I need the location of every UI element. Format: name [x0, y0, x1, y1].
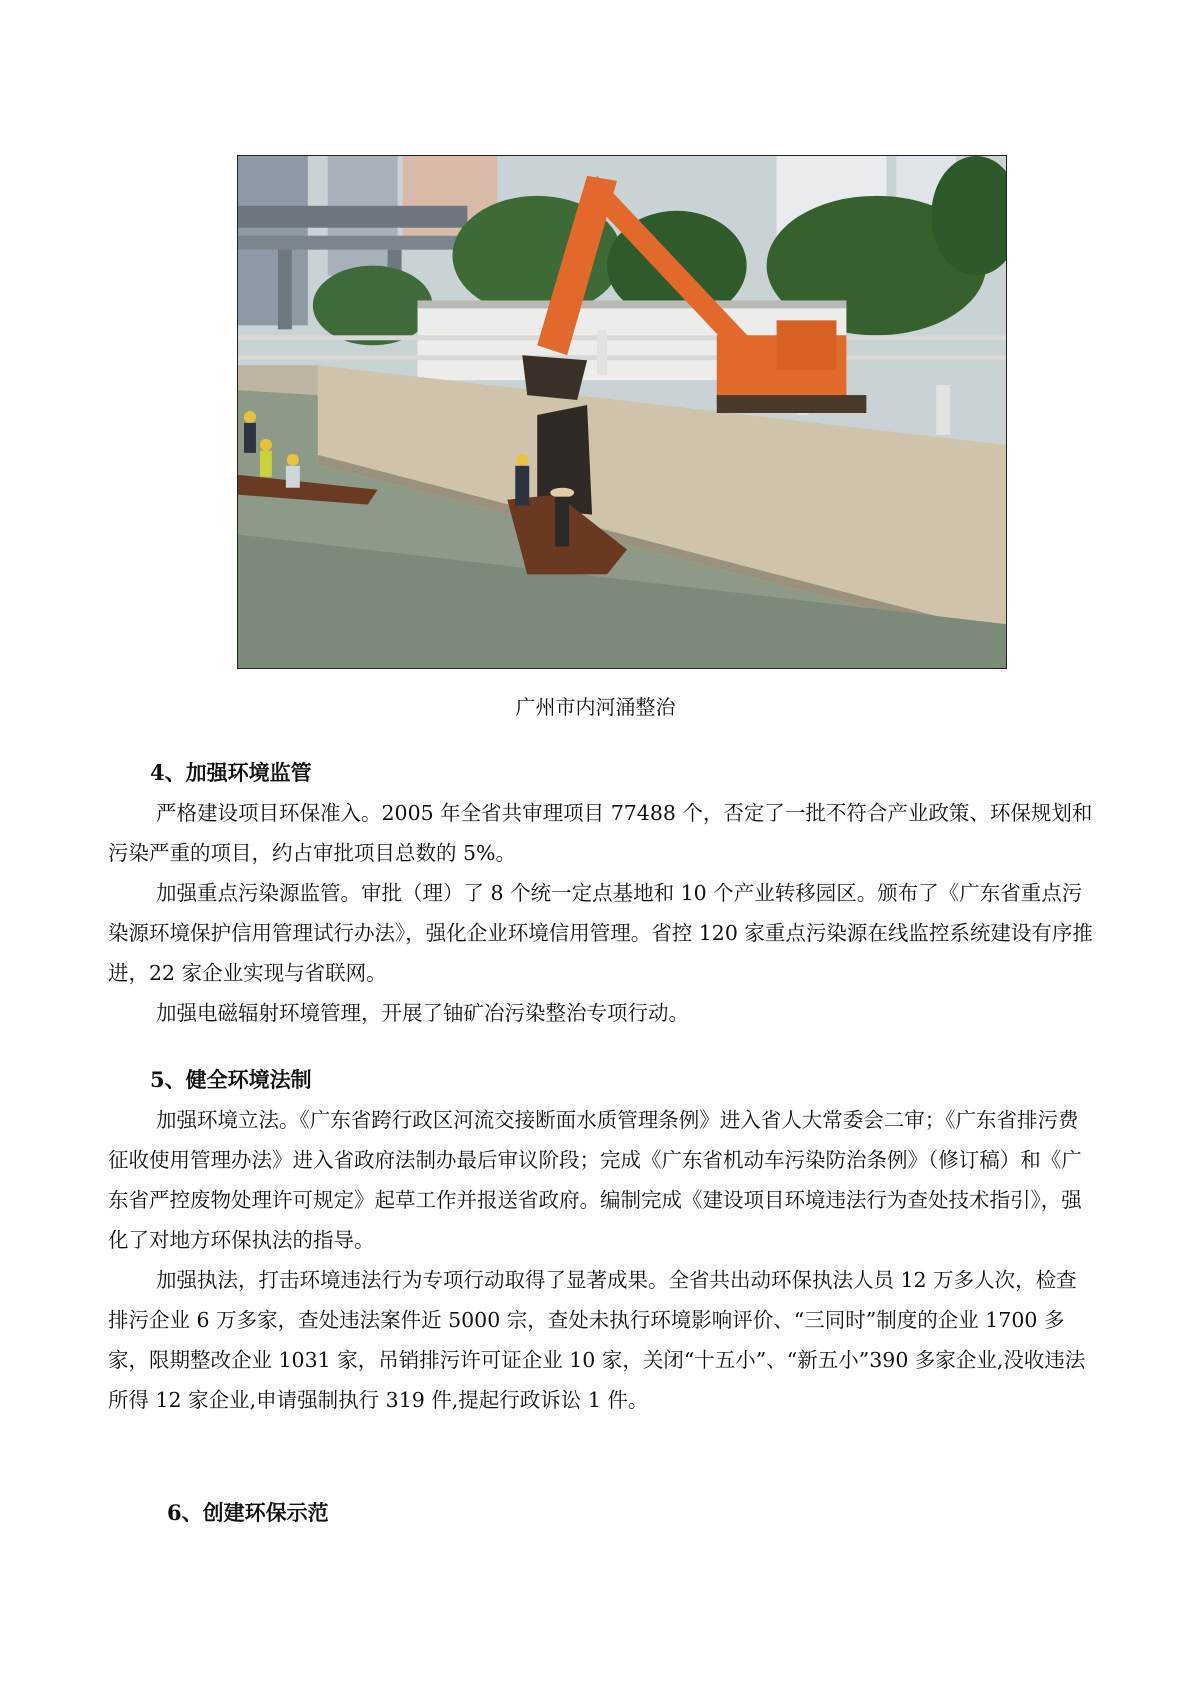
section-heading: 4、加强环境监管: [150, 760, 312, 785]
section-body: [108, 793, 1093, 1033]
paragraph: 加强执法，打击环境违法行为专项行动取得了显著成果。全省共出动环保执法人员 12 万多人次，检查排污企业 6 万多家，查处违法案件近 5000 宗，查处未执行环境影响评价、“三同时”制度的企业 1700 多家，限期整改企业 1031 家，吊销排污许可证企业 10 家，关闭“十五小”、“新五小”390 多家企业,没收违法所得 12 家企业,申请强制执行 319 件,提起行政诉讼 1 件。: [108, 1268, 1086, 1412]
section-heading: 6、创建环保示范: [167, 1500, 329, 1525]
paragraph: 加强重点污染源监管。审批（理）了 8 个统一定点基地和 10 个产业转移园区。颁布了《广东省重点污染源环境保护信用管理试行办法》，强化企业环境信用管理。省控 120 家重点污染源在线监控系统建设有序推进，22 家企业实现与省联网。: [108, 881, 1093, 985]
figure-caption: 广州市内河涌整治: [515, 695, 676, 719]
section-body: [108, 1100, 1093, 1420]
paragraph: 严格建设项目环保准入。2005 年全省共审理项目 77488 个，否定了一批不符合产业政策、环保规划和污染严重的项目，约占审批项目总数的 5%。: [108, 801, 1093, 865]
paragraph: 加强电磁辐射环境管理，开展了铀矿冶污染整治专项行动。: [156, 1001, 689, 1025]
river-dredging-photo: [237, 155, 1007, 669]
photo-illustration: [238, 156, 1006, 668]
paragraph: 加强环境立法。《广东省跨行政区河流交接断面水质管理条例》进入省人大常委会二审；《广东省排污费征收使用管理办法》进入省政府法制办最后审议阶段；完成《广东省机动车污染防治条例》（修订稿）和《广东省严控废物处理许可规定》起草工作并报送省政府。编制完成《建设项目环境违法行为查处技术指引》，强化了对地方环保执法的指导。: [108, 1108, 1082, 1252]
section-heading: 5、健全环境法制: [150, 1067, 312, 1092]
